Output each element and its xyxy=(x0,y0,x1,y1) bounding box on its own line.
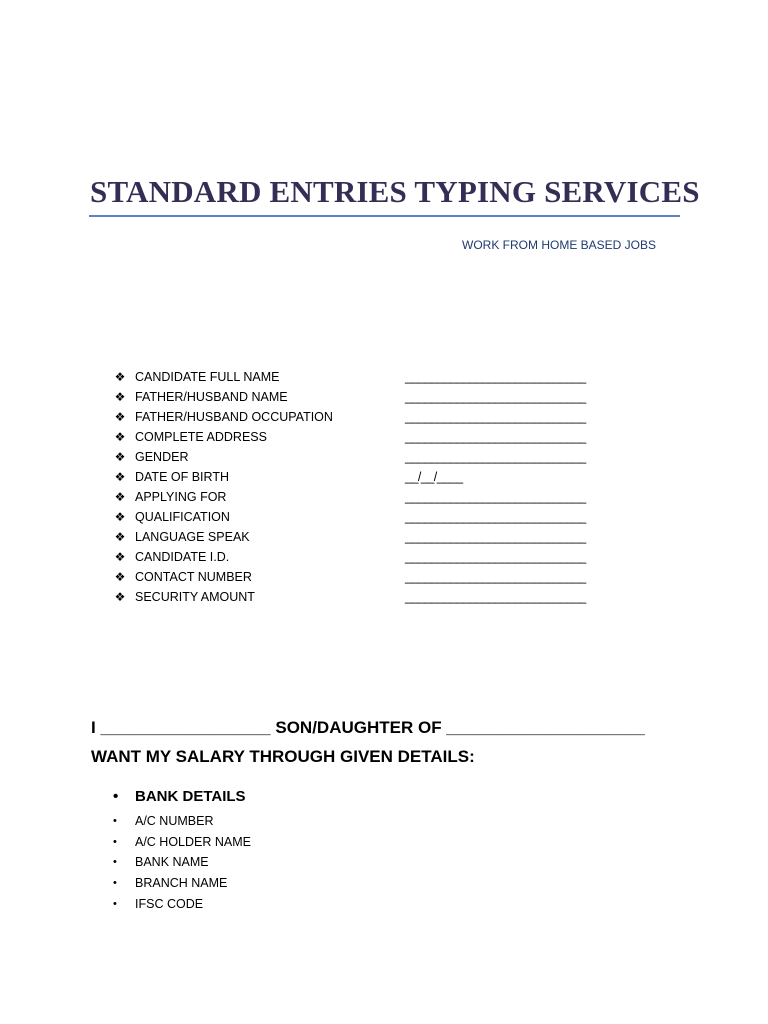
field-blank[interactable]: ____________________________ xyxy=(405,430,586,444)
diamond-bullet-icon: ❖ xyxy=(114,590,126,604)
field-label: COMPLETE ADDRESS xyxy=(135,430,267,444)
bullet-icon: • xyxy=(113,788,119,805)
field-row-complete-address xyxy=(113,427,633,447)
field-label: SECURITY AMOUNT xyxy=(135,590,255,604)
field-blank[interactable]: ____________________________ xyxy=(405,590,586,604)
diamond-bullet-icon: ❖ xyxy=(114,390,126,404)
field-row-security-amount xyxy=(113,587,633,607)
bullet-icon: • xyxy=(113,897,117,910)
field-row-father-husband-occupation xyxy=(113,407,633,427)
field-blank[interactable]: ____________________________ xyxy=(405,390,586,404)
bank-item-branch-name xyxy=(113,873,513,894)
bullet-icon: • xyxy=(113,835,117,848)
bullet-icon: • xyxy=(113,856,117,869)
document-subtitle: WORK FROM HOME BASED JOBS xyxy=(462,238,657,252)
field-blank[interactable]: ____________________________ xyxy=(405,550,586,564)
field-label: FATHER/HUSBAND NAME xyxy=(135,390,288,404)
field-blank[interactable]: __/__/____ xyxy=(405,470,463,484)
field-blank[interactable]: ____________________________ xyxy=(405,530,586,544)
field-row-gender xyxy=(113,447,633,467)
field-blank[interactable]: ____________________________ xyxy=(405,510,586,524)
field-blank[interactable]: ____________________________ xyxy=(405,410,586,424)
field-label: DATE OF BIRTH xyxy=(135,470,229,484)
declaration-line-1[interactable]: I __________________ SON/DAUGHTER OF _____________________ xyxy=(91,718,645,737)
document-title: STANDARD ENTRIES TYPING SERVICES xyxy=(90,174,700,209)
bank-item-label: IFSC CODE xyxy=(135,896,204,911)
field-label: APPLYING FOR xyxy=(135,490,227,504)
field-label: FATHER/HUSBAND OCCUPATION xyxy=(135,410,333,424)
title-underline xyxy=(89,215,680,217)
bullet-icon: • xyxy=(113,815,117,827)
field-row-candidate-full-name xyxy=(113,367,633,387)
bank-item-bank-name xyxy=(113,852,513,873)
diamond-bullet-icon: ❖ xyxy=(114,530,126,544)
field-label: LANGUAGE SPEAK xyxy=(135,530,250,544)
declaration-line-2: WANT MY SALARY THROUGH GIVEN DETAILS: xyxy=(91,747,475,766)
field-row-date-of-birth xyxy=(113,467,633,487)
field-row-qualification xyxy=(113,507,633,527)
bank-heading-label: BANK DETAILS xyxy=(135,788,246,805)
bank-item-label: A/C HOLDER NAME xyxy=(135,834,251,849)
diamond-bullet-icon: ❖ xyxy=(114,490,126,504)
bank-details-heading xyxy=(113,786,513,810)
field-label: CONTACT NUMBER xyxy=(135,570,252,584)
diamond-bullet-icon: ❖ xyxy=(114,410,126,424)
diamond-bullet-icon: ❖ xyxy=(114,510,126,524)
diamond-bullet-icon: ❖ xyxy=(114,370,126,384)
field-row-applying-for xyxy=(113,487,633,507)
diamond-bullet-icon: ❖ xyxy=(114,570,126,584)
field-blank[interactable]: ____________________________ xyxy=(405,490,586,504)
field-row-contact-number xyxy=(113,567,633,587)
field-blank[interactable]: ____________________________ xyxy=(405,370,586,384)
bank-item-label: A/C NUMBER xyxy=(135,814,214,828)
field-blank[interactable]: ____________________________ xyxy=(405,570,586,584)
salary-declaration xyxy=(91,713,731,771)
field-blank[interactable]: ____________________________ xyxy=(405,450,586,464)
bank-item-label: BRANCH NAME xyxy=(135,876,228,891)
diamond-bullet-icon: ❖ xyxy=(114,450,126,464)
bullet-icon: • xyxy=(113,877,117,890)
diamond-bullet-icon: ❖ xyxy=(114,430,126,444)
field-row-father-husband-name xyxy=(113,387,633,407)
field-label: QUALIFICATION xyxy=(135,510,230,524)
field-label: CANDIDATE I.D. xyxy=(135,550,230,564)
candidate-fields-list xyxy=(113,367,633,607)
bank-item-label: BANK NAME xyxy=(135,855,209,870)
bank-details-list xyxy=(113,786,513,914)
diamond-bullet-icon: ❖ xyxy=(114,550,126,564)
field-label: CANDIDATE FULL NAME xyxy=(135,370,280,384)
bank-item-ac-holder-name xyxy=(113,832,513,853)
bank-item-ifsc-code xyxy=(113,894,513,915)
bank-item-ac-number xyxy=(113,811,513,832)
field-label: GENDER xyxy=(135,450,189,464)
field-row-candidate-id xyxy=(113,547,633,567)
field-row-language-speak xyxy=(113,527,633,547)
diamond-bullet-icon: ❖ xyxy=(114,470,126,484)
